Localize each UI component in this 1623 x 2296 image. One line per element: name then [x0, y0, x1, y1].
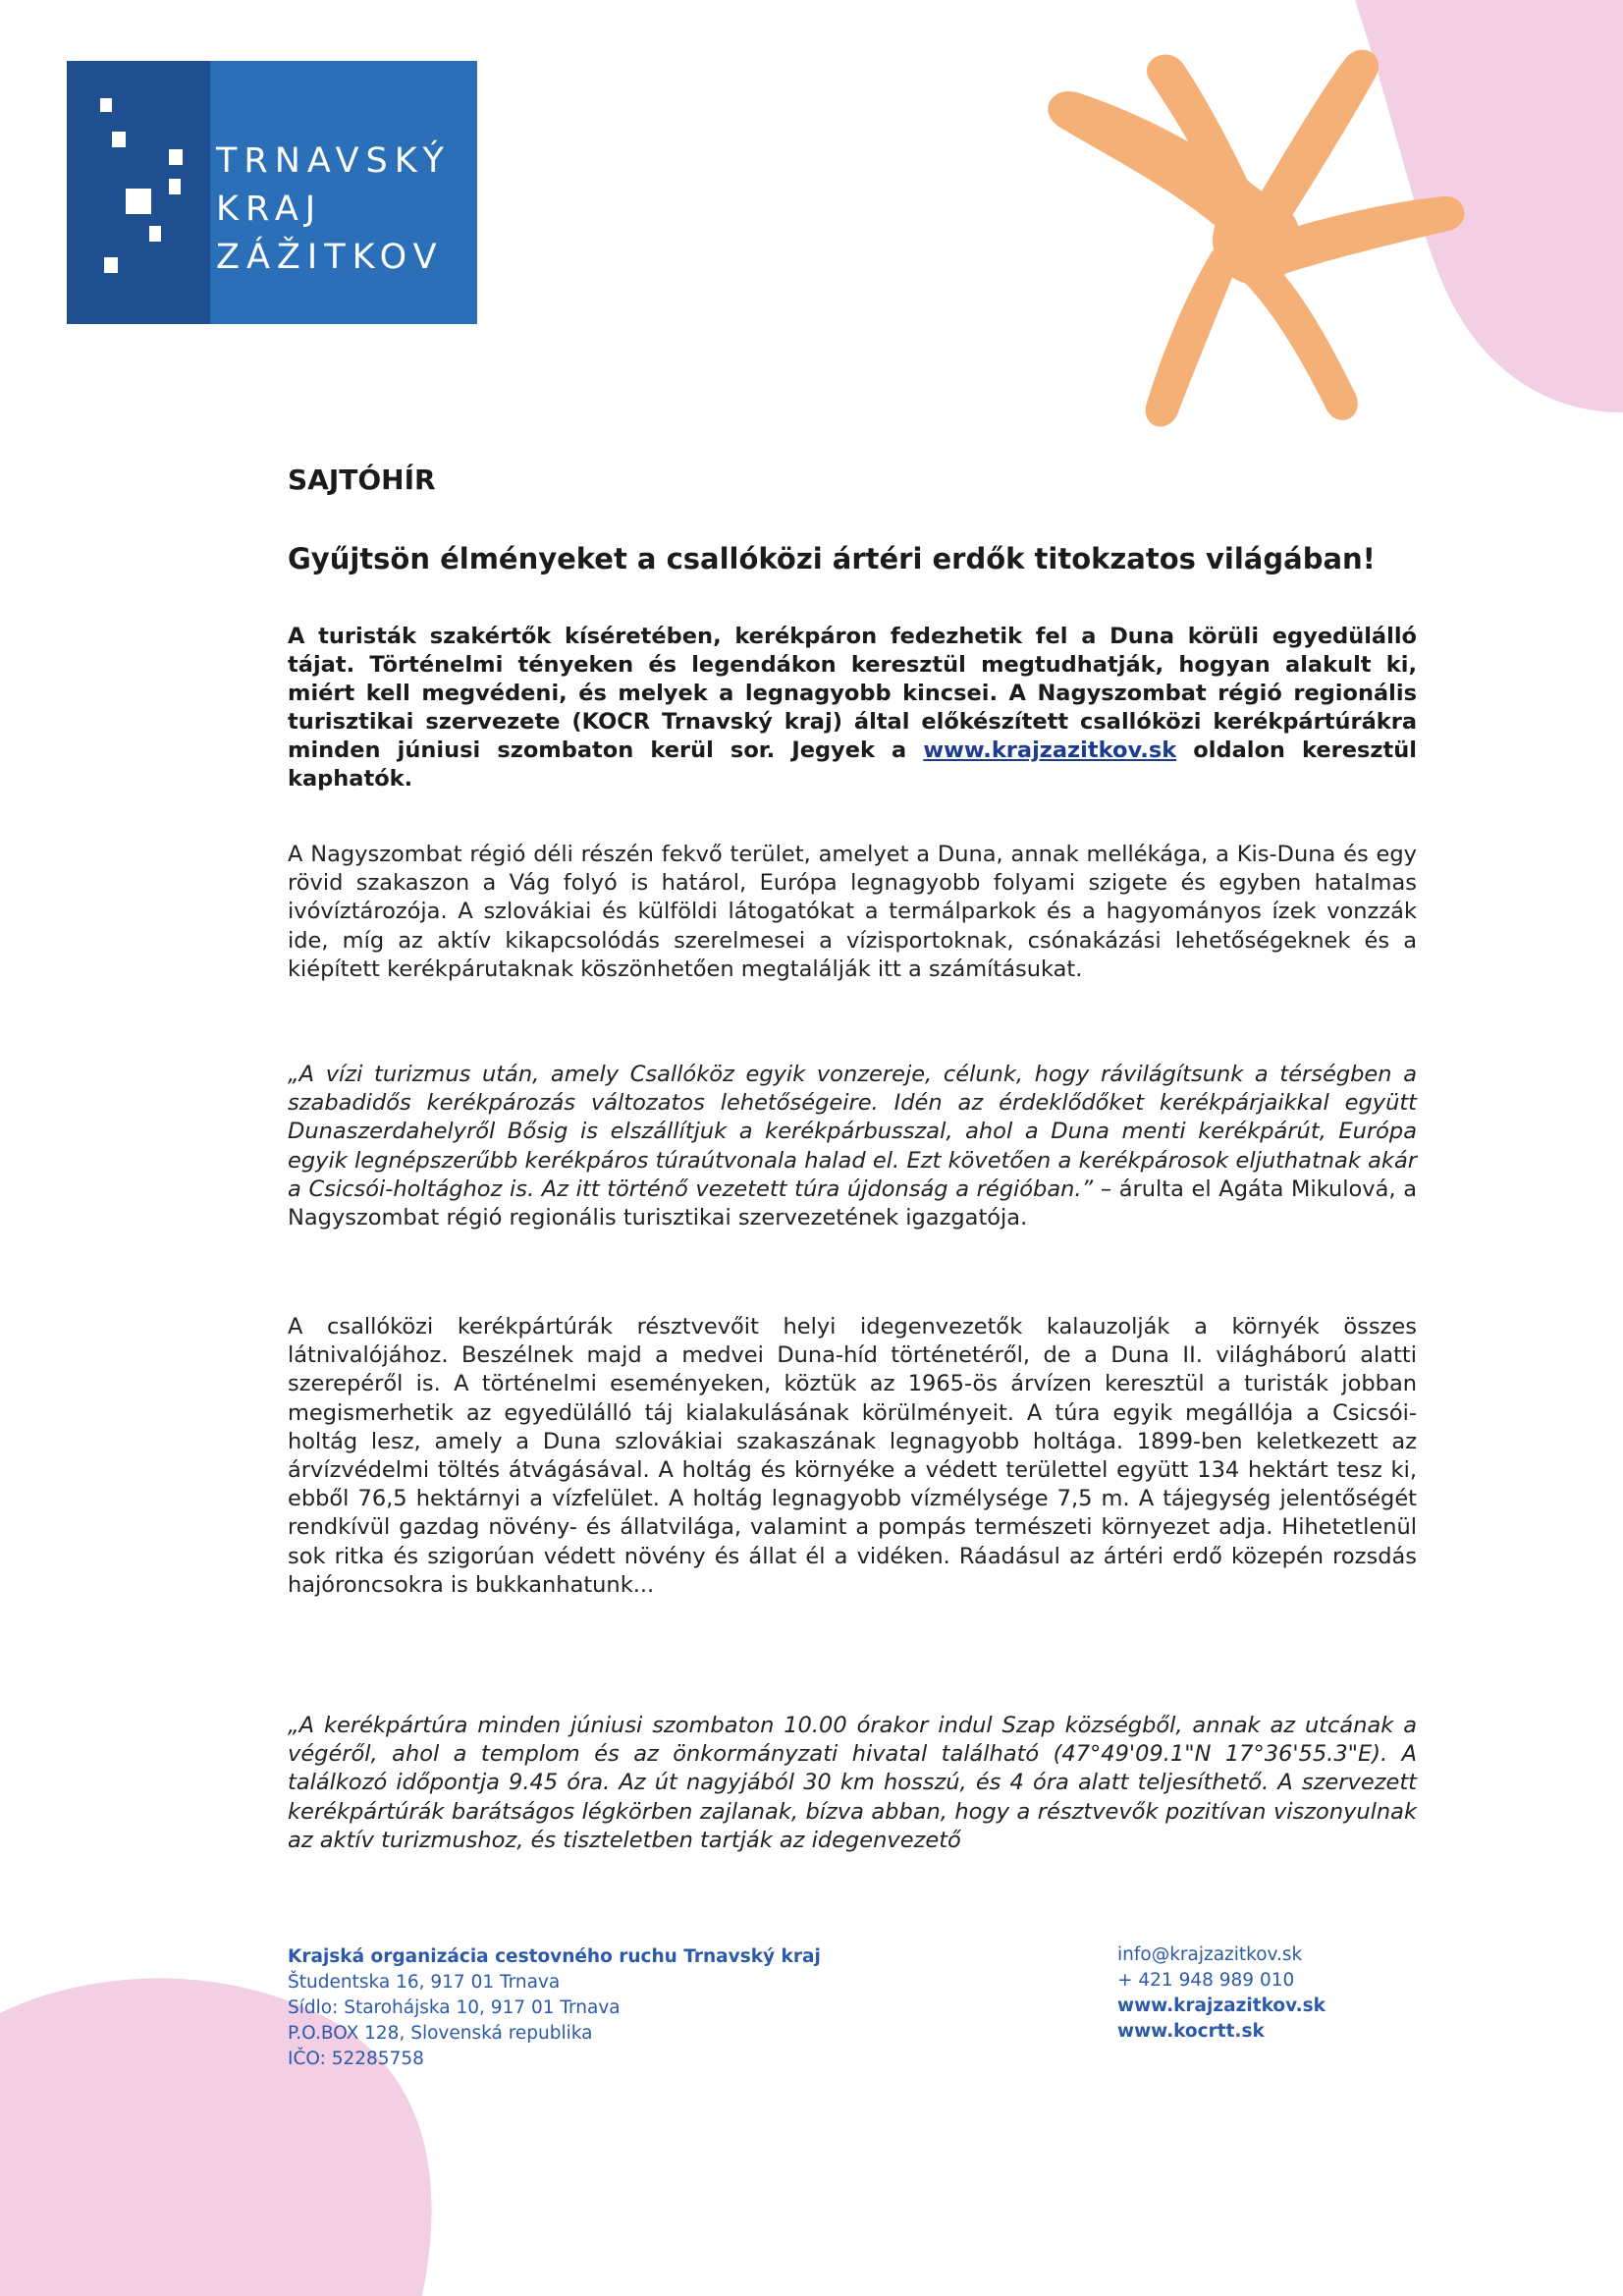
body-paragraph-2: A csallóközi kerékpártúrák résztvevőit helyi idegenvezetők kalauzolják a környék összes látnivalójához. Beszélnek majd a medvei Duna-híd történetéről, de a Duna II. világháború alatti szerepéről is. A történelmi eseményeken, köztük az 1965-ös árvízen keresztül a turisták jobban megismerhetik az egyedülálló táj kialakulásának körülményeit. A túra egyik megállója a Csicsói-holtág lesz, amely a Duna szlovákiai szakaszának legnagyobb holtága. 1899-ben keletkezett az árvízvédelmi töltés átvágásával. A holtág és környéke a védett területtel együtt 134 hektárt tesz ki, ebből 76,5 hektárnyi a vízfelület. A holtág legnagyobb vízmélysége 7,5 m. A tájegység jelentőségét rendkívül gazdag növény- és állatvilága, valamint a pompás természeti környezet adja. Hihetetlenül sok ritka és szigorúan védett növény és állat él a vidéken. Ráadásul az ártéri erdő közepén rozsdás hajóroncsokra is bukkanhatunk...: [288, 1314, 1417, 1598]
website-link[interactable]: www.krajzazitkov.sk: [923, 738, 1177, 763]
logo-line-1: TRNAVSKÝ: [216, 141, 451, 181]
logo-square: [126, 189, 151, 214]
footer-address-line: Sídlo: Starohájska 10, 917 01 Trnava: [288, 1997, 621, 2018]
logo-square: [112, 132, 126, 147]
logo-square: [104, 257, 118, 273]
logo-wordmark: [216, 137, 451, 282]
footer-address-line: P.O.BOX 128, Slovenská republika: [288, 2023, 593, 2044]
quote-paragraph-1: [288, 1061, 1417, 1232]
footer-organization: Krajská organizácia cestovného ruchu Trnavský kraj: [288, 1946, 821, 1967]
footer-phone: + 421 948 989 010: [1117, 1970, 1295, 1991]
logo: [67, 61, 477, 324]
headline: Gyűjtsön élményeket a csallóközi ártéri erdők titokzatos világában!: [288, 542, 1376, 575]
press-release-label: SAJTÓHÍR: [288, 464, 436, 496]
logo-line-2: KRAJ: [216, 190, 323, 229]
logo-square: [100, 98, 112, 112]
logo-square: [149, 226, 161, 242]
footer-address-line: Študentska 16, 917 01 Trnava: [288, 1972, 561, 1993]
footer-contact: [1117, 1942, 1325, 2045]
quote-attribution: – árulta el Agáta Mikulová, a Nagyszombat régió regionális turisztikai szervezetének igazgatója.: [288, 1175, 1418, 1231]
decorative-orange-star: [982, 0, 1623, 471]
body-paragraph-1: A Nagyszombat régió déli részén fekvő terület, amelyet a Duna, annak mellékága, a Kis-Duna és egy rövid szakaszon a Vág folyó is határol, Európa legnagyobb folyami szigete és egyben hatalmas ivóvíztározója. A szlovákiai és külföldi látogatókat a termálparkok és a hagyományos ízek vonzzák ide, míg az aktív kikapcsolódás szerelmesei a vízisportoknak, csónakázási lehetőségeknek és a kiépített kerékpárutaknak köszönhetően megtalálják itt a számításukat.: [288, 842, 1417, 982]
quote-text: „A vízi turizmus után, amely Csallóköz egyik vonzereje, célunk, hogy rávilágítsunk a térségben a szabadidős kerékpározás változatos lehetőségeire. Idén az érdeklődőket kerékpárjaikkal együtt Dunaszerdahelyről Bősig is elszállítjuk a kerékpárbusszal, ahol a Duna menti kerékpárút, Európa egyik legnépszerűbb kerékpáros túraútvonala halad el. Ezt követően a kerékpárosok eljuthatnak akár a Csicsói-holtághoz is. Az itt történő vezetett túra újdonság a régióban.”: [288, 1062, 1417, 1202]
quote-paragraph-2: „A kerékpártúra minden júniusi szombaton 10.00 órakor indul Szap községből, annak az utcának a végéről, ahol a templom és az önkormányzati hivatal található (47°49'09.1"N 17°36'55.3"E). A találkozó időpontja 9.45 óra. Az út nagyjából 30 km hosszú, és 4 óra alatt teljesíthető. A szervezett kerékpártúrák barátságos légkörben zajlanak, bízva abban, hogy a résztvevők pozitívan viszonyulnak az aktív turizmushoz, és tiszteletben tartják az idegenvezető: [288, 1713, 1417, 1853]
footer-address: [288, 1944, 821, 2072]
lead-paragraph: [288, 623, 1417, 793]
logo-square: [169, 149, 183, 165]
footer-website-1[interactable]: www.krajzazitkov.sk: [1117, 1995, 1325, 2016]
logo-line-3: ZÁŽITKOV: [216, 238, 444, 277]
logo-square: [169, 179, 181, 194]
lead-text-end: oldalon keresztül kaphatók.: [288, 738, 1417, 792]
footer-website-2[interactable]: www.kocrtt.sk: [1117, 2021, 1265, 2042]
lead-text: A turisták szakértők kíséretében, kerékpáron fedezhetik fel a Duna körüli egyedülálló tájat. Történelmi tényeken és legendákon keresztül megtudhatják, hogyan alakult ki, miért kell megvédeni, és melyek a legnagyobb kincsei. A Nagyszombat régió regionális turisztikai szervezete (KOCR Trnavský kraj) által előkészített csallóközi kerékpártúrákra minden júniusi szombaton kerül sor. Jegyek a: [288, 624, 1417, 763]
footer-email[interactable]: info@krajzazitkov.sk: [1117, 1944, 1303, 1965]
footer-ico: IČO: 52285758: [288, 2049, 424, 2069]
